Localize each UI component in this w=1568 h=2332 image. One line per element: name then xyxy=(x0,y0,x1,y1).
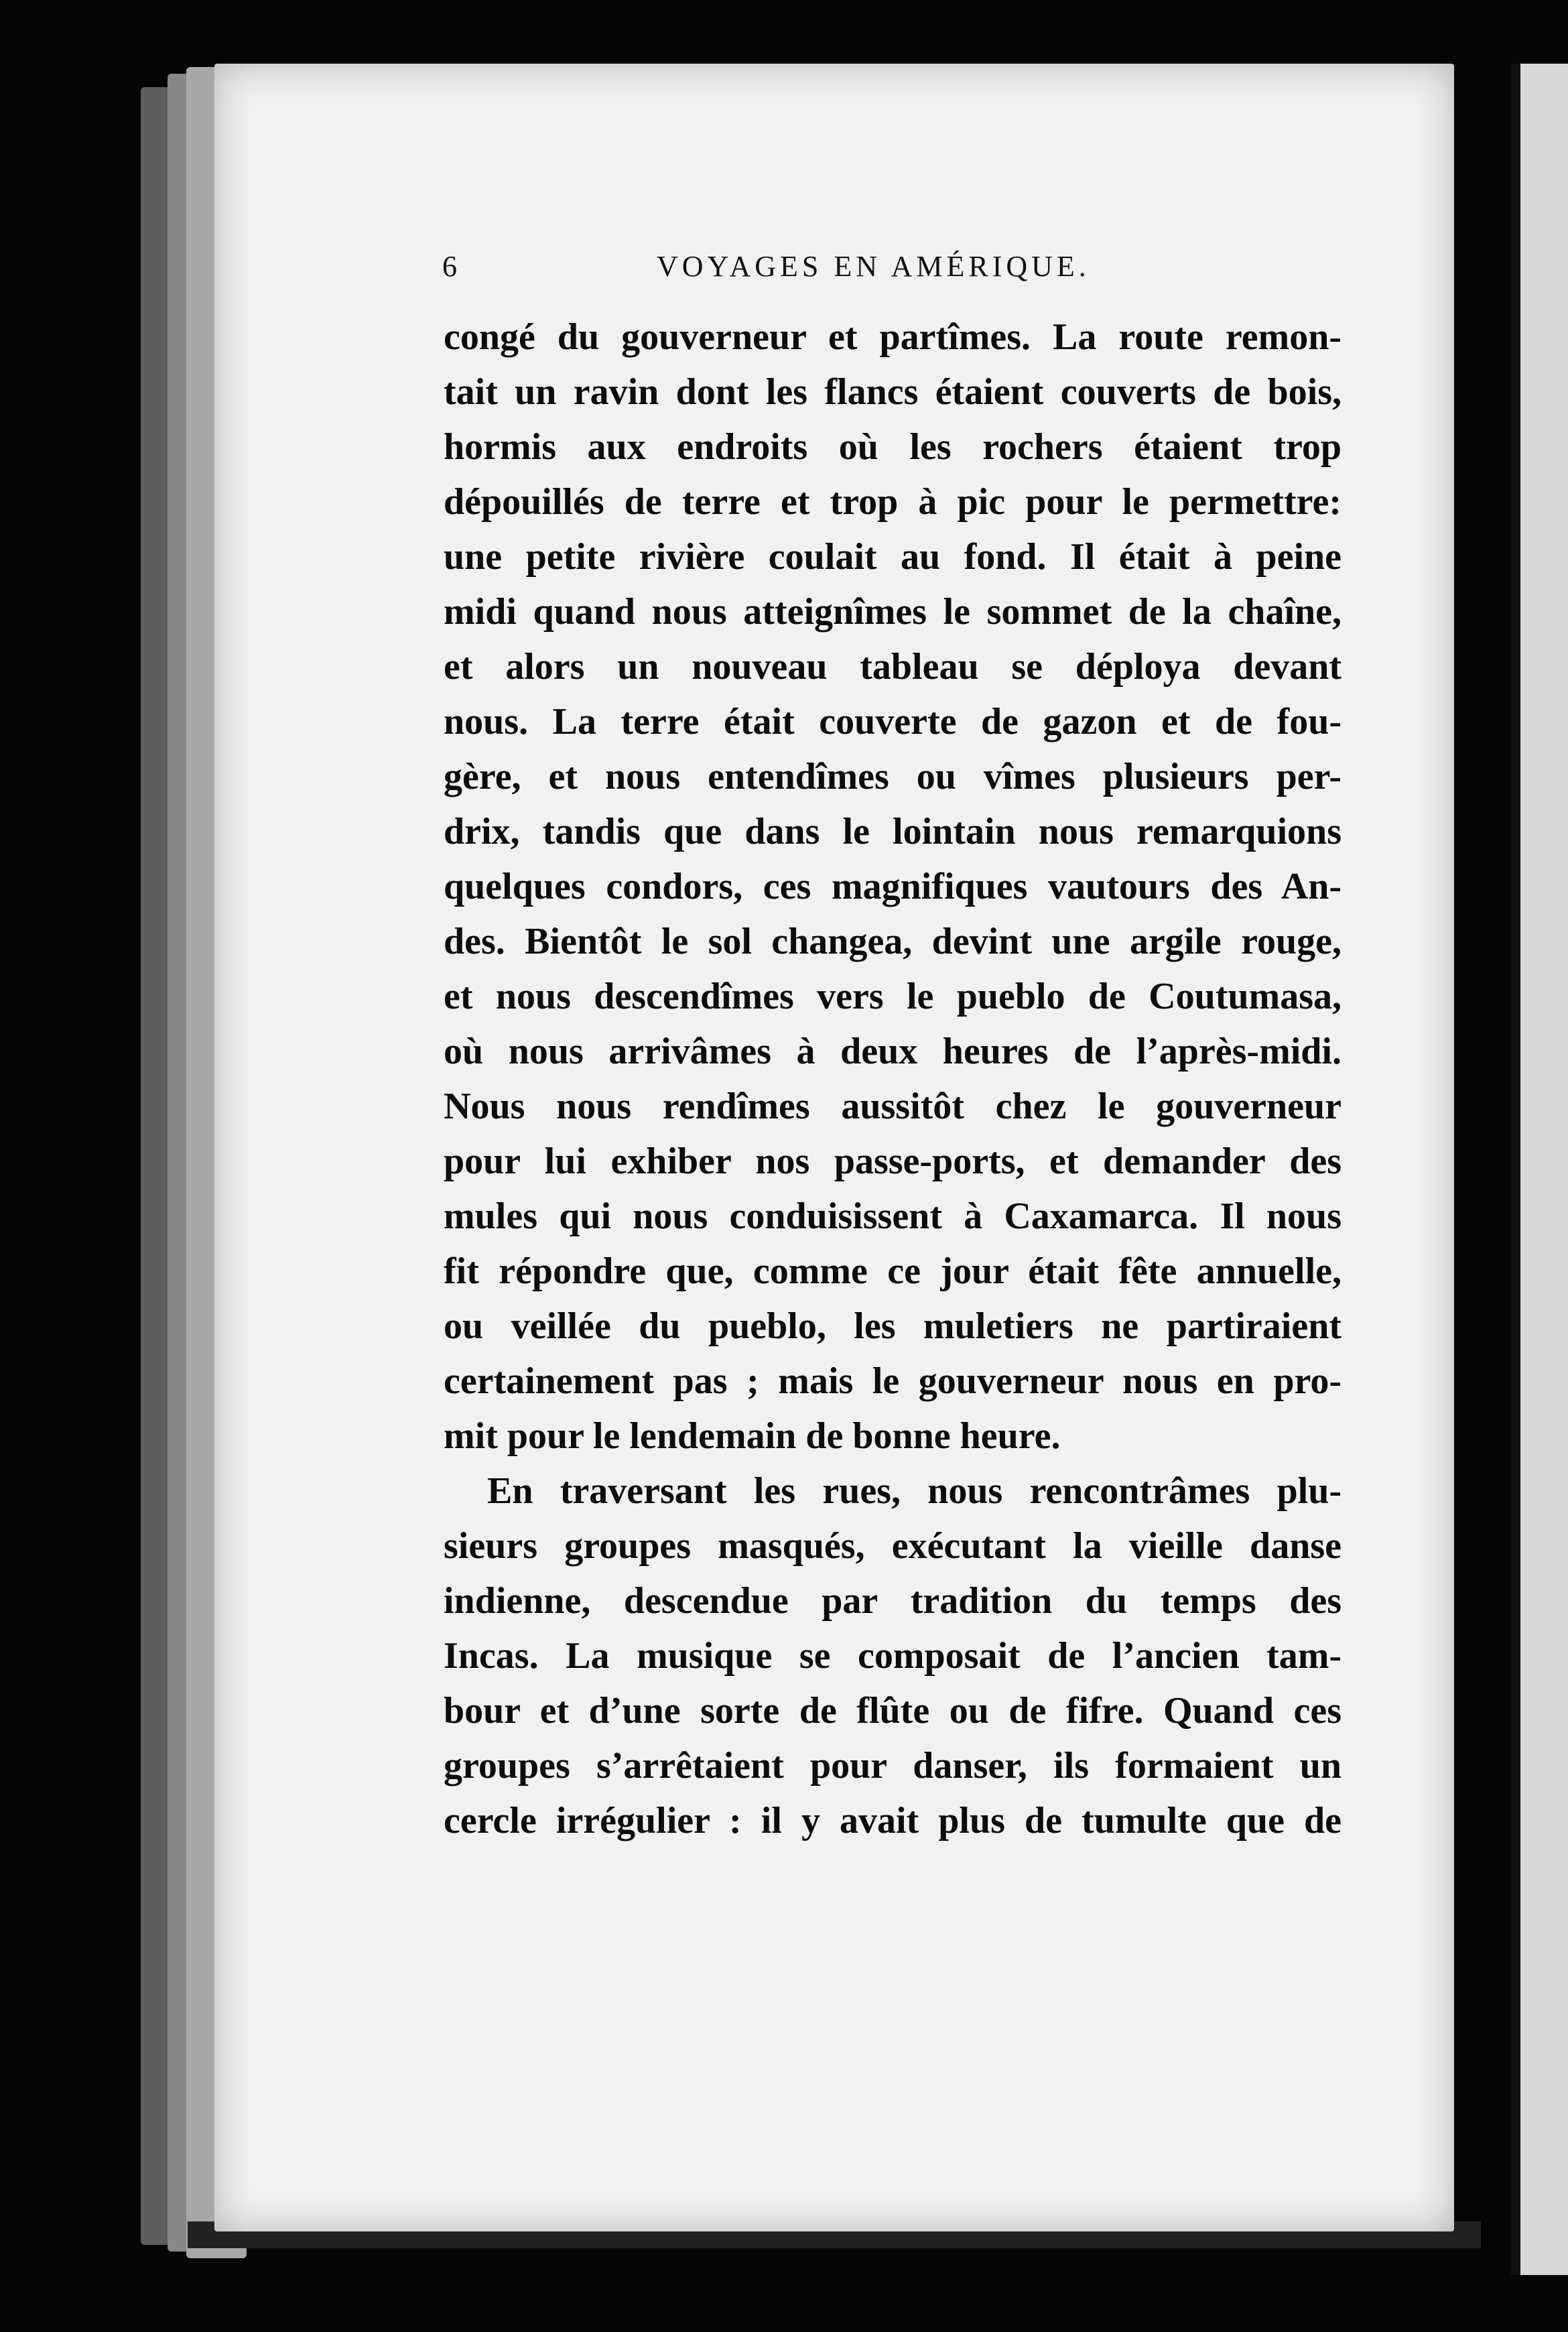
text-line: où nous arrivâmes à deux heures de l’après-midi. xyxy=(444,1031,1342,1072)
text-line: cercle irrégulier : il y avait plus de tumulte que de xyxy=(444,1800,1342,1841)
text-line: drix, tandis que dans le lointain nous remarquions xyxy=(444,811,1342,852)
running-title: VOYAGES EN AMÉRIQUE. xyxy=(657,250,1090,283)
text-line: midi quand nous atteignîmes le sommet de la chaîne, xyxy=(444,591,1342,633)
text-line: indienne, descendue par tradition du temps des xyxy=(444,1580,1342,1622)
text-line: et alors un nouveau tableau se déploya devant xyxy=(444,646,1342,688)
text-line: bour et d’une sorte de flûte ou de fifre. Quand ces xyxy=(444,1690,1342,1732)
text-line: quelques condors, ces magnifiques vautours des An- xyxy=(444,866,1342,907)
paragraph-start-line: En traversant les rues, nous rencontrâmes plu- xyxy=(487,1470,1342,1512)
running-header xyxy=(442,249,1340,296)
text-line: Incas. La musique se composait de l’ancien tam- xyxy=(444,1635,1342,1677)
text-line: ou veillée du pueblo, les muletiers ne partiraient xyxy=(444,1305,1342,1347)
text-line: dépouillés de terre et trop à pic pour le permettre: xyxy=(444,481,1342,523)
body-text xyxy=(444,310,1342,1848)
text-line: pour lui exhiber nos passe-ports, et demander des xyxy=(444,1141,1342,1182)
text-line: une petite rivière coulait au fond. Il était à peine xyxy=(444,536,1342,578)
page-number: 6 xyxy=(442,250,461,283)
text-line: certainement pas ; mais le gouverneur nous en pro- xyxy=(444,1360,1342,1402)
text-line: fit répondre que, comme ce jour était fête annuelle, xyxy=(444,1250,1342,1292)
adjacent-page xyxy=(1511,64,1568,2275)
paragraph-end-line: mit pour le lendemain de bonne heure. xyxy=(444,1415,1061,1457)
text-line: mules qui nous conduisissent à Caxamarca. Il nous xyxy=(444,1195,1342,1237)
text-line: tait un ravin dont les flancs étaient couverts de bois, xyxy=(444,371,1342,413)
text-line: des. Bientôt le sol changea, devint une argile rouge, xyxy=(444,921,1342,962)
text-line: congé du gouverneur et partîmes. La route remon- xyxy=(444,316,1342,358)
text-line: gère, et nous entendîmes ou vîmes plusieurs per- xyxy=(444,756,1342,797)
text-line: hormis aux endroits où les rochers étaient trop xyxy=(444,426,1342,468)
text-line: et nous descendîmes vers le pueblo de Coutumasa, xyxy=(444,976,1342,1017)
text-line: Nous nous rendîmes aussitôt chez le gouverneur xyxy=(444,1086,1342,1127)
text-line: nous. La terre était couverte de gazon et de fou- xyxy=(444,701,1342,742)
text-line: sieurs groupes masqués, exécutant la vieille danse xyxy=(444,1525,1342,1567)
text-line: groupes s’arrêtaient pour danser, ils formaient un xyxy=(444,1745,1342,1787)
